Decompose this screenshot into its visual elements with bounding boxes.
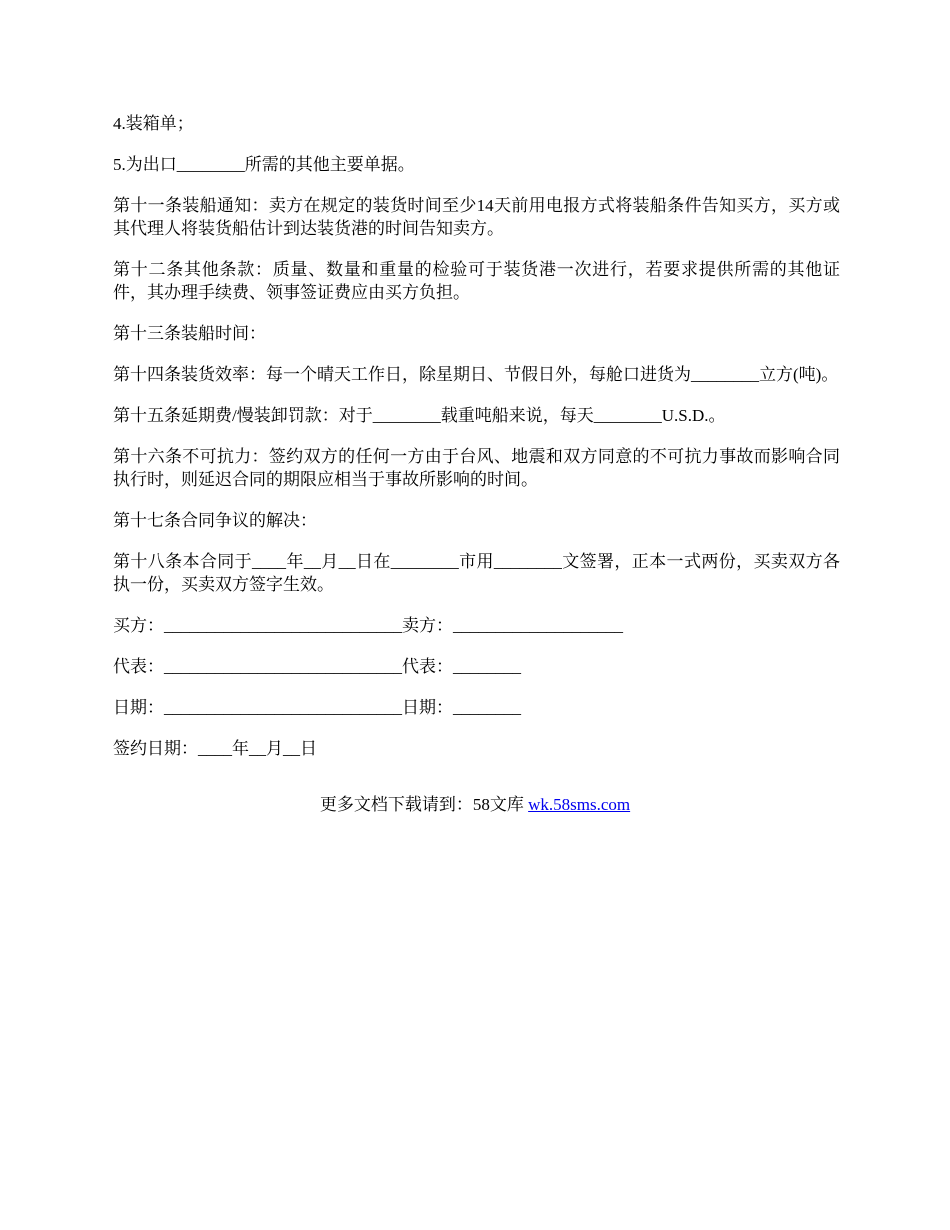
download-footer (0, 793, 950, 816)
signing-date-line: 签约日期：____年__月__日 (113, 739, 317, 758)
signature-line-dates: 日期：____________________________日期：________ (113, 698, 521, 717)
signature-line-parties: 买方：____________________________卖方：____________________ (113, 616, 623, 635)
paragraph-article-18: 第十八条本合同于____年__月__日在________市用________文签署，正本一式两份，买卖双方各执一份，买卖双方签字生效。 (113, 552, 840, 594)
footer-link[interactable]: wk.58sms.com (528, 795, 631, 814)
paragraph-article-14: 第十四条装货效率：每一个晴天工作日，除星期日、节假日外，每舱口进货为________立方(吨)。 (113, 365, 839, 384)
document-body (113, 112, 840, 778)
paragraph-packing-list: 4.装箱单； (113, 114, 194, 133)
footer-text: 更多文档下载请到：58文库 (319, 795, 529, 814)
paragraph-export-documents: 5.为出口________所需的其他主要单据。 (113, 155, 415, 174)
paragraph-article-12: 第十二条其他条款：质量、数量和重量的检验可于装货港一次进行，若要求提供所需的其他证件，其办理手续费、领事签证费应由买方负担。 (113, 260, 840, 302)
paragraph-article-17: 第十七条合同争议的解决： (113, 511, 317, 530)
signature-line-representatives: 代表：____________________________代表：________ (113, 657, 521, 676)
paragraph-article-11: 第十一条装船通知：卖方在规定的装货时间至少14天前用电报方式将装船条件告知买方，买方或其代理人将装货船估计到达装货港的时间告知卖方。 (113, 196, 840, 238)
paragraph-article-13: 第十三条装船时间： (113, 324, 266, 343)
paragraph-article-15: 第十五条延期费/慢装卸罚款：对于________载重吨船来说，每天________U.S.D.。 (113, 406, 726, 425)
paragraph-article-16: 第十六条不可抗力：签约双方的任何一方由于台风、地震和双方同意的不可抗力事故而影响合同执行时，则延迟合同的期限应相当于事故所影响的时间。 (113, 447, 840, 489)
